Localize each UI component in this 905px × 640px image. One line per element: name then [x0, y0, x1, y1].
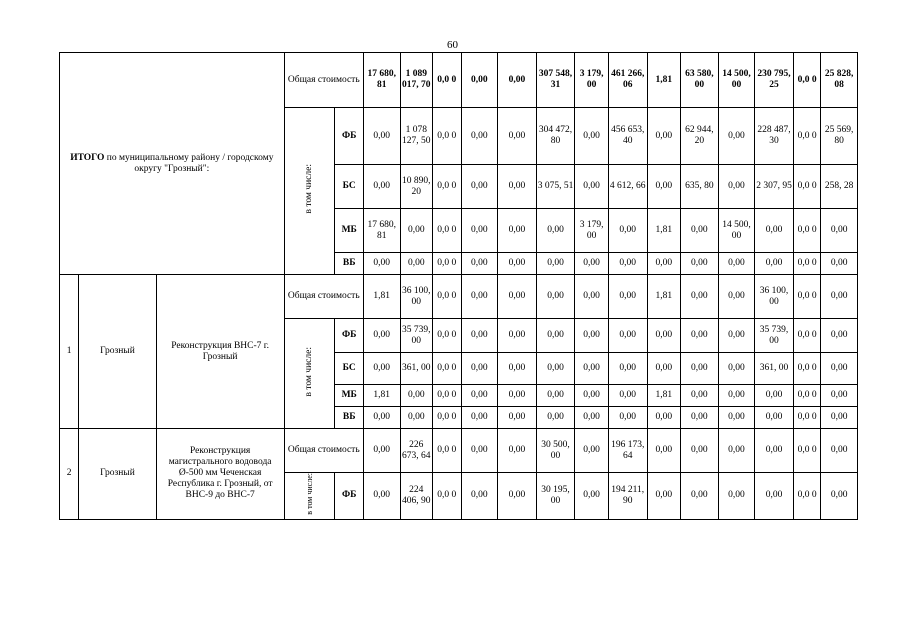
value-cell: 0,00 — [536, 319, 575, 353]
v-tom-chisle-cell — [284, 473, 335, 520]
value-cell: 0,00 — [718, 165, 755, 209]
row-label: МБ — [335, 385, 363, 407]
value-cell: 10 890, 20 — [400, 165, 433, 209]
value-cell: 0,00 — [575, 165, 609, 209]
value-cell: 226 673, 64 — [400, 429, 433, 473]
row-label: ФБ — [335, 108, 363, 165]
value-cell: 0,00 — [575, 429, 609, 473]
page-number: 60 — [447, 39, 458, 51]
value-cell: 0,00 — [681, 253, 719, 275]
row-label: БС — [335, 165, 363, 209]
value-cell: 35 739, 00 — [400, 319, 433, 353]
value-cell: 0,00 — [461, 385, 498, 407]
value-cell: 0,00 — [575, 407, 609, 429]
row-label: ВБ — [335, 407, 363, 429]
value-cell: 17 680, 81 — [363, 209, 400, 253]
value-cell: 0,0 0 — [433, 429, 461, 473]
row-label: ФБ — [335, 473, 363, 520]
v-tom-chisle-label: в том числе: — [304, 346, 315, 397]
value-cell: 0,00 — [498, 253, 537, 275]
value-cell: 0,00 — [536, 353, 575, 385]
value-cell: 0,00 — [363, 319, 400, 353]
value-cell: 0,00 — [498, 209, 537, 253]
value-cell: 0,00 — [608, 253, 647, 275]
value-cell: 0,00 — [718, 407, 755, 429]
value-cell: 0,00 — [575, 108, 609, 165]
value-cell: 0,00 — [363, 429, 400, 473]
budget-table — [59, 52, 858, 520]
value-cell: 0,0 0 — [433, 385, 461, 407]
value-cell: 2 307, 95 — [755, 165, 794, 209]
value-cell: 0,00 — [400, 209, 433, 253]
value-cell: 0,00 — [575, 353, 609, 385]
value-cell: 0,00 — [647, 253, 681, 275]
value-cell: 0,00 — [647, 319, 681, 353]
value-cell: 0,00 — [755, 253, 794, 275]
v-tom-chisle-label: в том числе: — [305, 473, 315, 515]
value-cell: 0,00 — [755, 429, 794, 473]
value-cell: 0,00 — [400, 407, 433, 429]
value-cell: 0,00 — [461, 53, 498, 108]
value-cell: 1 089 017, 70 — [400, 53, 433, 108]
value-cell: 14 500, 00 — [718, 53, 755, 108]
value-cell: 0,00 — [536, 209, 575, 253]
item-name: Реконструкция магистрального водовода Ø-500 мм Чеченская Республика г. Грозный, от ВНС-9 до ВНС-7 — [156, 429, 284, 520]
value-cell: 307 548, 31 — [536, 53, 575, 108]
row-label: ФБ — [335, 319, 363, 353]
value-cell: 0,00 — [718, 353, 755, 385]
value-cell: 0,00 — [461, 275, 498, 319]
row-label: БС — [335, 353, 363, 385]
value-cell: 0,00 — [755, 407, 794, 429]
value-cell: 1,81 — [363, 275, 400, 319]
value-cell: 0,00 — [647, 407, 681, 429]
row-label: Общая стоимость — [284, 53, 363, 108]
value-cell: 4 612, 66 — [608, 165, 647, 209]
value-cell: 0,00 — [681, 319, 719, 353]
value-cell: 0,0 0 — [433, 165, 461, 209]
value-cell: 0,00 — [461, 108, 498, 165]
value-cell: 0,00 — [461, 429, 498, 473]
value-cell: 0,0 0 — [433, 353, 461, 385]
value-cell: 0,0 0 — [793, 385, 820, 407]
value-cell: 0,00 — [608, 385, 647, 407]
value-cell: 0,00 — [498, 385, 537, 407]
value-cell: 0,00 — [575, 319, 609, 353]
value-cell: 0,00 — [575, 275, 609, 319]
value-cell: 0,00 — [718, 108, 755, 165]
value-cell: 0,00 — [718, 385, 755, 407]
value-cell: 0,00 — [647, 353, 681, 385]
value-cell: 0,00 — [536, 253, 575, 275]
value-cell: 3 075, 51 — [536, 165, 575, 209]
value-cell: 14 500, 00 — [718, 209, 755, 253]
value-cell: 35 739, 00 — [755, 319, 794, 353]
total-row — [60, 53, 858, 108]
v-tom-chisle-label: в том числе: — [304, 164, 315, 214]
value-cell: 0,0 0 — [793, 319, 820, 353]
item-name: Реконструкция ВНС-7 г. Грозный — [156, 275, 284, 429]
row-label: Общая стоимость — [284, 429, 363, 473]
value-cell: 0,00 — [718, 473, 755, 520]
value-cell: 1,81 — [363, 385, 400, 407]
value-cell: 0,00 — [498, 165, 537, 209]
value-cell: 224 406, 90 — [400, 473, 433, 520]
value-cell: 0,00 — [681, 275, 719, 319]
value-cell: 30 195, 00 — [536, 473, 575, 520]
value-cell: 0,0 0 — [433, 407, 461, 429]
value-cell: 1,81 — [647, 209, 681, 253]
row-label: МБ — [335, 209, 363, 253]
value-cell: 0,00 — [821, 319, 858, 353]
value-cell: 0,0 0 — [793, 253, 820, 275]
value-cell: 1,81 — [647, 385, 681, 407]
value-cell: 0,00 — [821, 353, 858, 385]
value-cell: 0,00 — [647, 473, 681, 520]
value-cell: 0,00 — [575, 473, 609, 520]
value-cell: 0,00 — [681, 209, 719, 253]
value-cell: 0,00 — [461, 319, 498, 353]
value-cell: 0,00 — [498, 429, 537, 473]
value-cell: 0,00 — [608, 319, 647, 353]
value-cell: 0,00 — [608, 353, 647, 385]
value-cell: 0,00 — [718, 275, 755, 319]
value-cell: 258, 28 — [821, 165, 858, 209]
value-cell: 0,00 — [821, 429, 858, 473]
value-cell: 0,00 — [498, 275, 537, 319]
value-cell: 0,00 — [461, 407, 498, 429]
value-cell: 230 795, 25 — [755, 53, 794, 108]
value-cell: 0,00 — [363, 108, 400, 165]
value-cell: 0,0 0 — [793, 353, 820, 385]
value-cell: 0,0 0 — [433, 473, 461, 520]
value-cell: 0,00 — [755, 385, 794, 407]
value-cell: 0,00 — [461, 165, 498, 209]
value-cell: 0,00 — [681, 353, 719, 385]
value-cell: 361, 00 — [755, 353, 794, 385]
value-cell: 1,81 — [647, 275, 681, 319]
value-cell: 0,00 — [608, 209, 647, 253]
value-cell: 0,00 — [821, 407, 858, 429]
value-cell: 456 653, 40 — [608, 108, 647, 165]
value-cell: 0,00 — [608, 407, 647, 429]
value-cell: 0,0 0 — [433, 319, 461, 353]
value-cell: 63 580, 00 — [681, 53, 719, 108]
item-number: 2 — [60, 429, 79, 520]
value-cell: 0,00 — [681, 385, 719, 407]
value-cell: 0,0 0 — [433, 209, 461, 253]
item-number: 1 — [60, 275, 79, 429]
value-cell: 0,00 — [681, 429, 719, 473]
value-cell: 0,0 0 — [433, 108, 461, 165]
value-cell: 36 100, 00 — [400, 275, 433, 319]
value-cell: 0,00 — [498, 108, 537, 165]
value-cell: 0,0 0 — [793, 108, 820, 165]
item-city: Грозный — [79, 429, 156, 520]
value-cell: 0,00 — [821, 209, 858, 253]
value-cell: 0,00 — [755, 473, 794, 520]
value-cell: 0,00 — [498, 353, 537, 385]
value-cell: 304 472, 80 — [536, 108, 575, 165]
value-cell: 0,00 — [363, 353, 400, 385]
value-cell: 0,00 — [575, 253, 609, 275]
value-cell: 0,00 — [400, 253, 433, 275]
value-cell: 0,0 0 — [793, 275, 820, 319]
value-cell: 1 078 127, 50 — [400, 108, 433, 165]
value-cell: 461 266, 06 — [608, 53, 647, 108]
value-cell: 0,00 — [647, 165, 681, 209]
value-cell: 196 173, 64 — [608, 429, 647, 473]
value-cell: 0,00 — [461, 353, 498, 385]
value-cell: 62 944, 20 — [681, 108, 719, 165]
value-cell: 0,00 — [400, 385, 433, 407]
total-title-bold: ИТОГО — [70, 152, 105, 163]
value-cell: 0,0 0 — [793, 209, 820, 253]
total-title-text: по муниципальному району / городскому округу "Грозный": — [104, 152, 274, 174]
value-cell: 0,00 — [536, 407, 575, 429]
value-cell: 0,0 0 — [433, 53, 461, 108]
value-cell: 3 179, 00 — [575, 53, 609, 108]
total-title-cell — [60, 53, 285, 275]
value-cell: 635, 80 — [681, 165, 719, 209]
value-cell: 0,00 — [461, 209, 498, 253]
value-cell: 0,00 — [363, 253, 400, 275]
value-cell: 0,00 — [755, 209, 794, 253]
item1-row — [60, 275, 858, 319]
item-city: Грозный — [79, 275, 156, 429]
value-cell: 17 680, 81 — [363, 53, 400, 108]
value-cell: 0,00 — [575, 385, 609, 407]
value-cell: 0,00 — [821, 253, 858, 275]
value-cell: 0,0 0 — [793, 473, 820, 520]
value-cell: 0,00 — [498, 319, 537, 353]
value-cell: 0,00 — [821, 275, 858, 319]
value-cell: 25 828, 08 — [821, 53, 858, 108]
value-cell: 0,00 — [461, 473, 498, 520]
value-cell: 0,0 0 — [793, 53, 820, 108]
value-cell: 0,00 — [363, 473, 400, 520]
value-cell: 361, 00 — [400, 353, 433, 385]
value-cell: 0,00 — [363, 165, 400, 209]
v-tom-chisle-cell — [284, 319, 335, 429]
value-cell: 0,00 — [536, 275, 575, 319]
value-cell: 0,00 — [821, 473, 858, 520]
value-cell: 0,00 — [363, 407, 400, 429]
v-tom-chisle-cell — [284, 108, 335, 275]
value-cell: 0,00 — [681, 407, 719, 429]
value-cell: 0,0 0 — [793, 429, 820, 473]
value-cell: 0,00 — [718, 319, 755, 353]
value-cell: 0,0 0 — [793, 407, 820, 429]
value-cell: 0,00 — [718, 429, 755, 473]
item2-row — [60, 429, 858, 473]
value-cell: 0,00 — [681, 473, 719, 520]
value-cell: 1,81 — [647, 53, 681, 108]
value-cell: 3 179, 00 — [575, 209, 609, 253]
value-cell: 194 211, 90 — [608, 473, 647, 520]
value-cell: 0,00 — [608, 275, 647, 319]
row-label: Общая стоимость — [284, 275, 363, 319]
row-label: ВБ — [335, 253, 363, 275]
value-cell: 0,00 — [461, 253, 498, 275]
value-cell: 0,00 — [647, 108, 681, 165]
value-cell: 0,0 0 — [433, 275, 461, 319]
value-cell: 25 569, 80 — [821, 108, 858, 165]
value-cell: 0,00 — [718, 253, 755, 275]
value-cell: 36 100, 00 — [755, 275, 794, 319]
value-cell: 0,00 — [498, 473, 537, 520]
value-cell: 228 487, 30 — [755, 108, 794, 165]
value-cell: 0,00 — [536, 385, 575, 407]
value-cell: 0,00 — [498, 53, 537, 108]
value-cell: 0,00 — [821, 385, 858, 407]
value-cell: 0,0 0 — [433, 253, 461, 275]
value-cell: 0,0 0 — [793, 165, 820, 209]
value-cell: 0,00 — [498, 407, 537, 429]
value-cell: 0,00 — [647, 429, 681, 473]
value-cell: 30 500, 00 — [536, 429, 575, 473]
